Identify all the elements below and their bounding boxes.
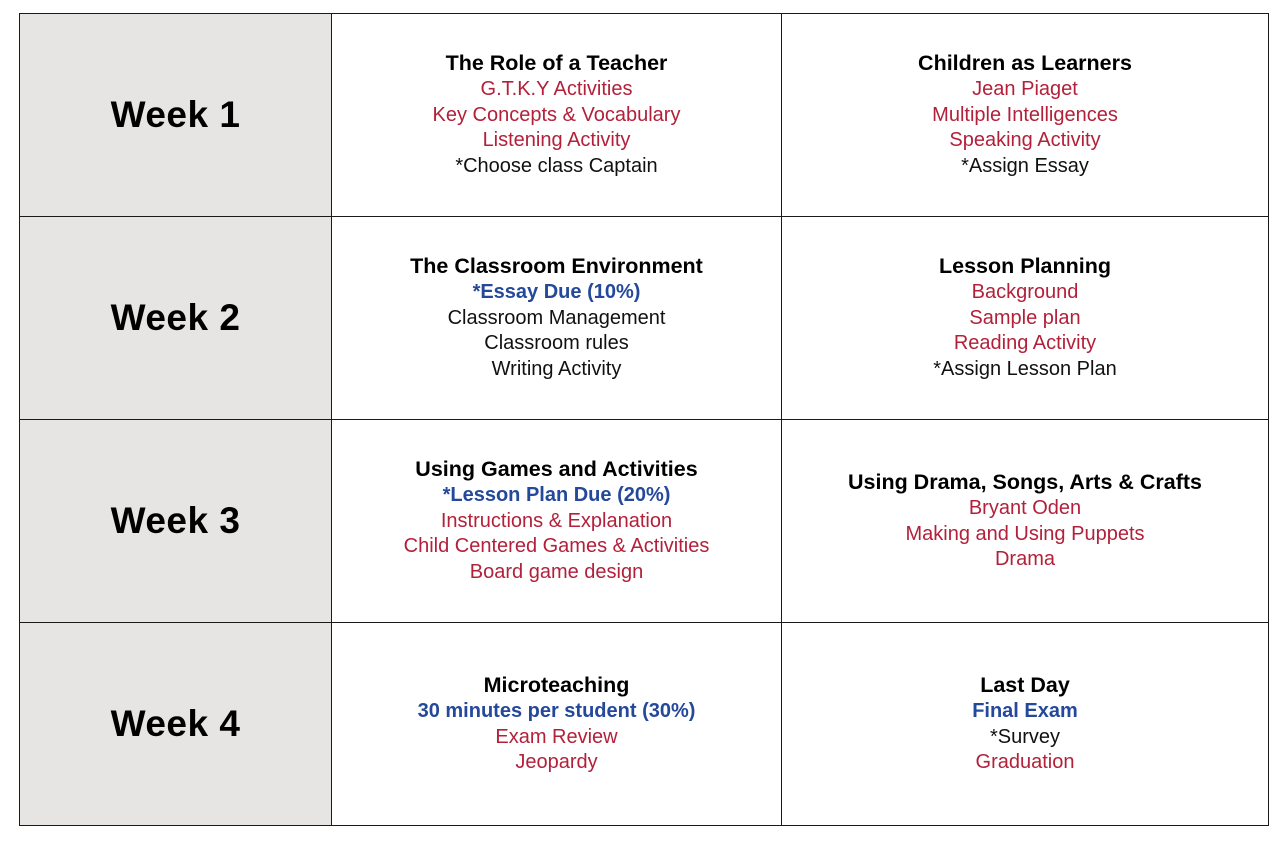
session-item: Exam Review (495, 725, 618, 748)
session-item: Jean Piaget (972, 78, 1078, 101)
week-row (20, 14, 1269, 217)
session-cell (332, 14, 782, 217)
session-item: Final Exam (972, 700, 1078, 722)
session-item: Classroom rules (484, 332, 629, 355)
session-title: Using Games and Activities (415, 456, 698, 481)
session-content (332, 51, 781, 180)
session-item: Reading Activity (953, 332, 1097, 355)
week-row (20, 623, 1269, 826)
session-item: Listening Activity (482, 129, 631, 152)
session-title: Last Day (980, 672, 1070, 697)
session-item: *Choose class Captain (455, 154, 658, 177)
schedule-body (20, 14, 1269, 826)
week-row (20, 217, 1269, 420)
session-title: Children as Learners (918, 50, 1132, 75)
session-item: *Lesson Plan Due (20%) (442, 484, 671, 507)
session-cell (332, 217, 782, 420)
session-content (332, 254, 781, 383)
session-item: *Survey (989, 725, 1061, 748)
session-item: Multiple Intelligences (932, 103, 1118, 126)
session-item: *Assign Essay (961, 154, 1089, 177)
schedule-table (19, 13, 1269, 826)
session-item: Background (971, 281, 1079, 304)
session-item: Bryant Oden (968, 497, 1082, 519)
week-cell (20, 14, 332, 217)
session-title: Lesson Planning (938, 253, 1112, 278)
session-item: Drama (994, 548, 1055, 570)
session-item: Classroom Management (447, 306, 666, 329)
session-item: Child Centered Games & Activities (403, 535, 710, 558)
session-item: *Assign Lesson Plan (933, 357, 1117, 380)
session-content (332, 673, 781, 776)
session-content (332, 457, 781, 586)
session-content (782, 673, 1268, 776)
session-title: Microteaching (483, 672, 630, 697)
session-content (782, 254, 1268, 383)
session-cell (782, 14, 1269, 217)
session-cell (782, 420, 1269, 623)
session-title: Using Drama, Songs, Arts & Crafts (847, 469, 1203, 494)
session-cell (332, 623, 782, 826)
session-cell (782, 217, 1269, 420)
week-label: Week 4 (110, 703, 241, 744)
session-item: Speaking Activity (949, 129, 1101, 152)
week-cell (20, 217, 332, 420)
session-cell (332, 420, 782, 623)
session-item: Key Concepts & Vocabulary (432, 103, 681, 126)
session-item: G.T.K.Y Activities (480, 78, 633, 101)
session-item: Graduation (975, 751, 1075, 773)
session-item: Sample plan (969, 306, 1081, 329)
session-item: Writing Activity (491, 357, 622, 380)
week-row (20, 420, 1269, 623)
session-item: Instructions & Explanation (440, 509, 673, 532)
session-content (782, 51, 1268, 180)
session-content (782, 470, 1268, 573)
week-cell (20, 623, 332, 826)
session-item: 30 minutes per student (30%) (417, 700, 696, 722)
session-item: Making and Using Puppets (905, 522, 1145, 545)
week-cell (20, 420, 332, 623)
week-label: Week 2 (110, 297, 241, 338)
session-item: Jeopardy (515, 751, 598, 773)
week-label: Week 1 (110, 94, 241, 135)
session-title: The Classroom Environment (410, 253, 703, 278)
week-label: Week 3 (110, 500, 241, 541)
session-cell (782, 623, 1269, 826)
session-title: The Role of a Teacher (445, 50, 668, 75)
session-item: Board game design (469, 560, 644, 583)
session-item: *Essay Due (10%) (472, 281, 641, 304)
